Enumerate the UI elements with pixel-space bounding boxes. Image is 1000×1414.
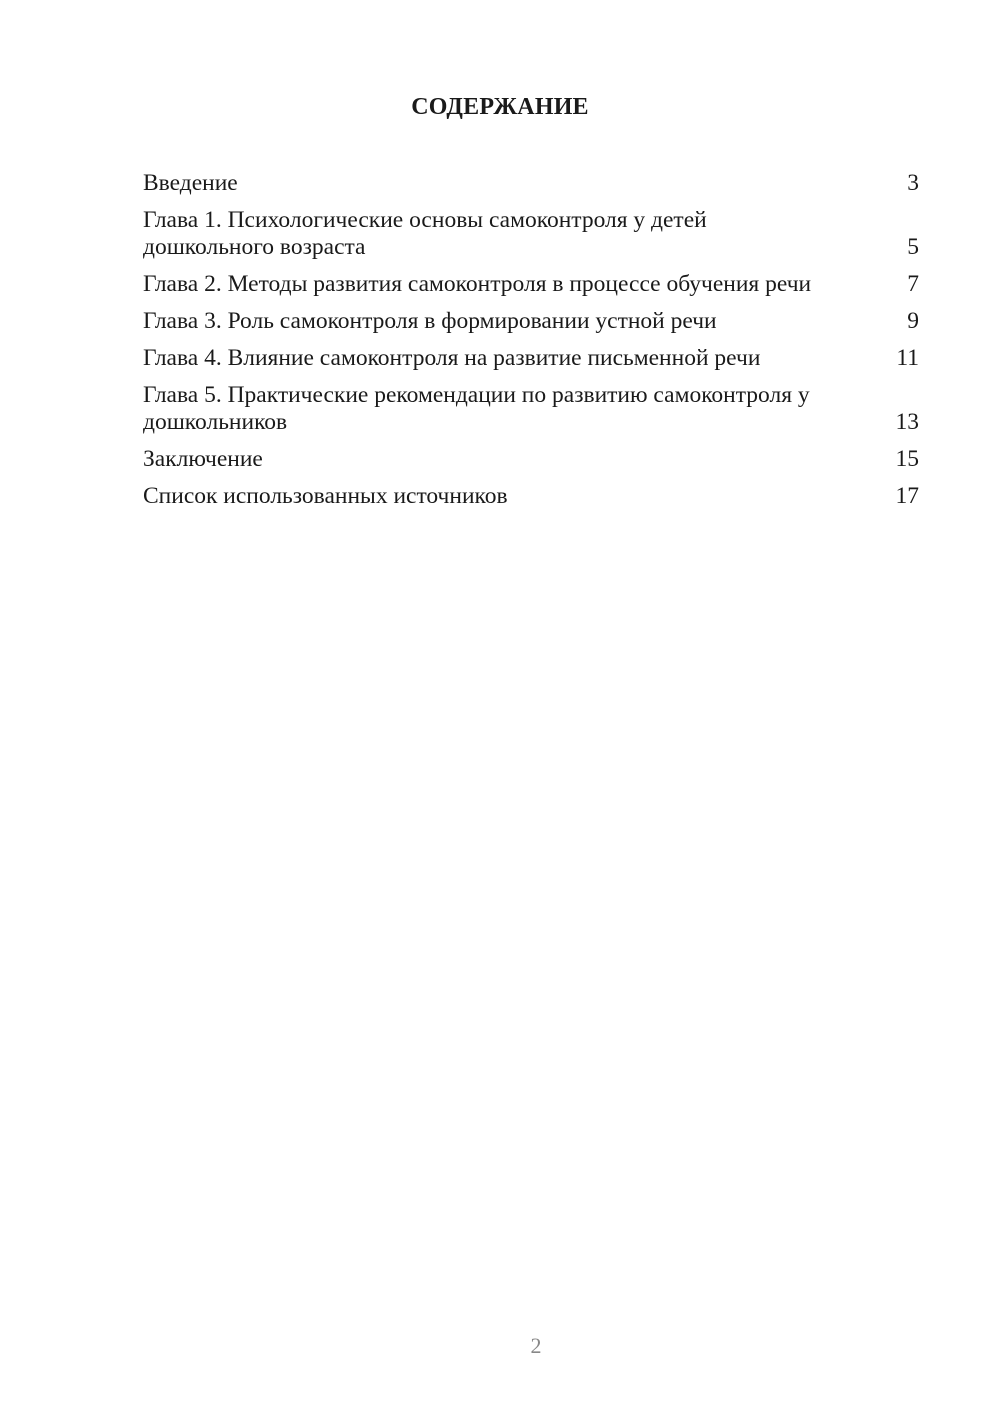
toc-entry-text: Глава 4. Влияние самоконтроля на развитие письменной речи <box>143 345 761 371</box>
toc-entry-introduction <box>143 170 919 197</box>
page-title: СОДЕРЖАНИЕ <box>411 94 589 120</box>
toc-entry-chapter-4 <box>143 345 919 372</box>
toc-entry-page: 9 <box>907 308 919 334</box>
toc-entry-chapter-5 <box>143 382 919 436</box>
toc-entry-text: Список использованных источников <box>143 483 508 509</box>
toc-entry-chapter-1 <box>143 207 919 261</box>
toc-entry-page: 13 <box>895 409 919 435</box>
toc-entry-chapter-2 <box>143 271 919 298</box>
toc-entry-text: Глава 1. Психологические основы самоконтроля у детей дошкольного возраста <box>143 207 707 260</box>
toc-entry-text: Глава 5. Практические рекомендации по развитию самоконтроля у дошкольников <box>143 382 810 435</box>
toc-entry-chapter-3 <box>143 308 919 335</box>
page-number: 2 <box>530 1333 542 1358</box>
toc-entry-page: 5 <box>907 234 919 260</box>
toc-entry-page: 11 <box>896 345 919 371</box>
toc-entry-conclusion <box>143 446 919 473</box>
toc-entry-references <box>143 483 919 510</box>
toc-entry-text: Введение <box>143 170 238 196</box>
toc-entry-page: 17 <box>895 483 919 509</box>
toc-entry-page: 3 <box>907 170 919 196</box>
toc-entry-text: Заключение <box>143 446 263 472</box>
table-of-contents <box>143 170 919 520</box>
toc-entry-page: 7 <box>907 271 919 297</box>
toc-entry-text: Глава 3. Роль самоконтроля в формировании устной речи <box>143 308 717 334</box>
toc-entry-page: 15 <box>895 446 919 472</box>
toc-entry-text: Глава 2. Методы развития самоконтроля в процессе обучения речи <box>143 271 812 297</box>
